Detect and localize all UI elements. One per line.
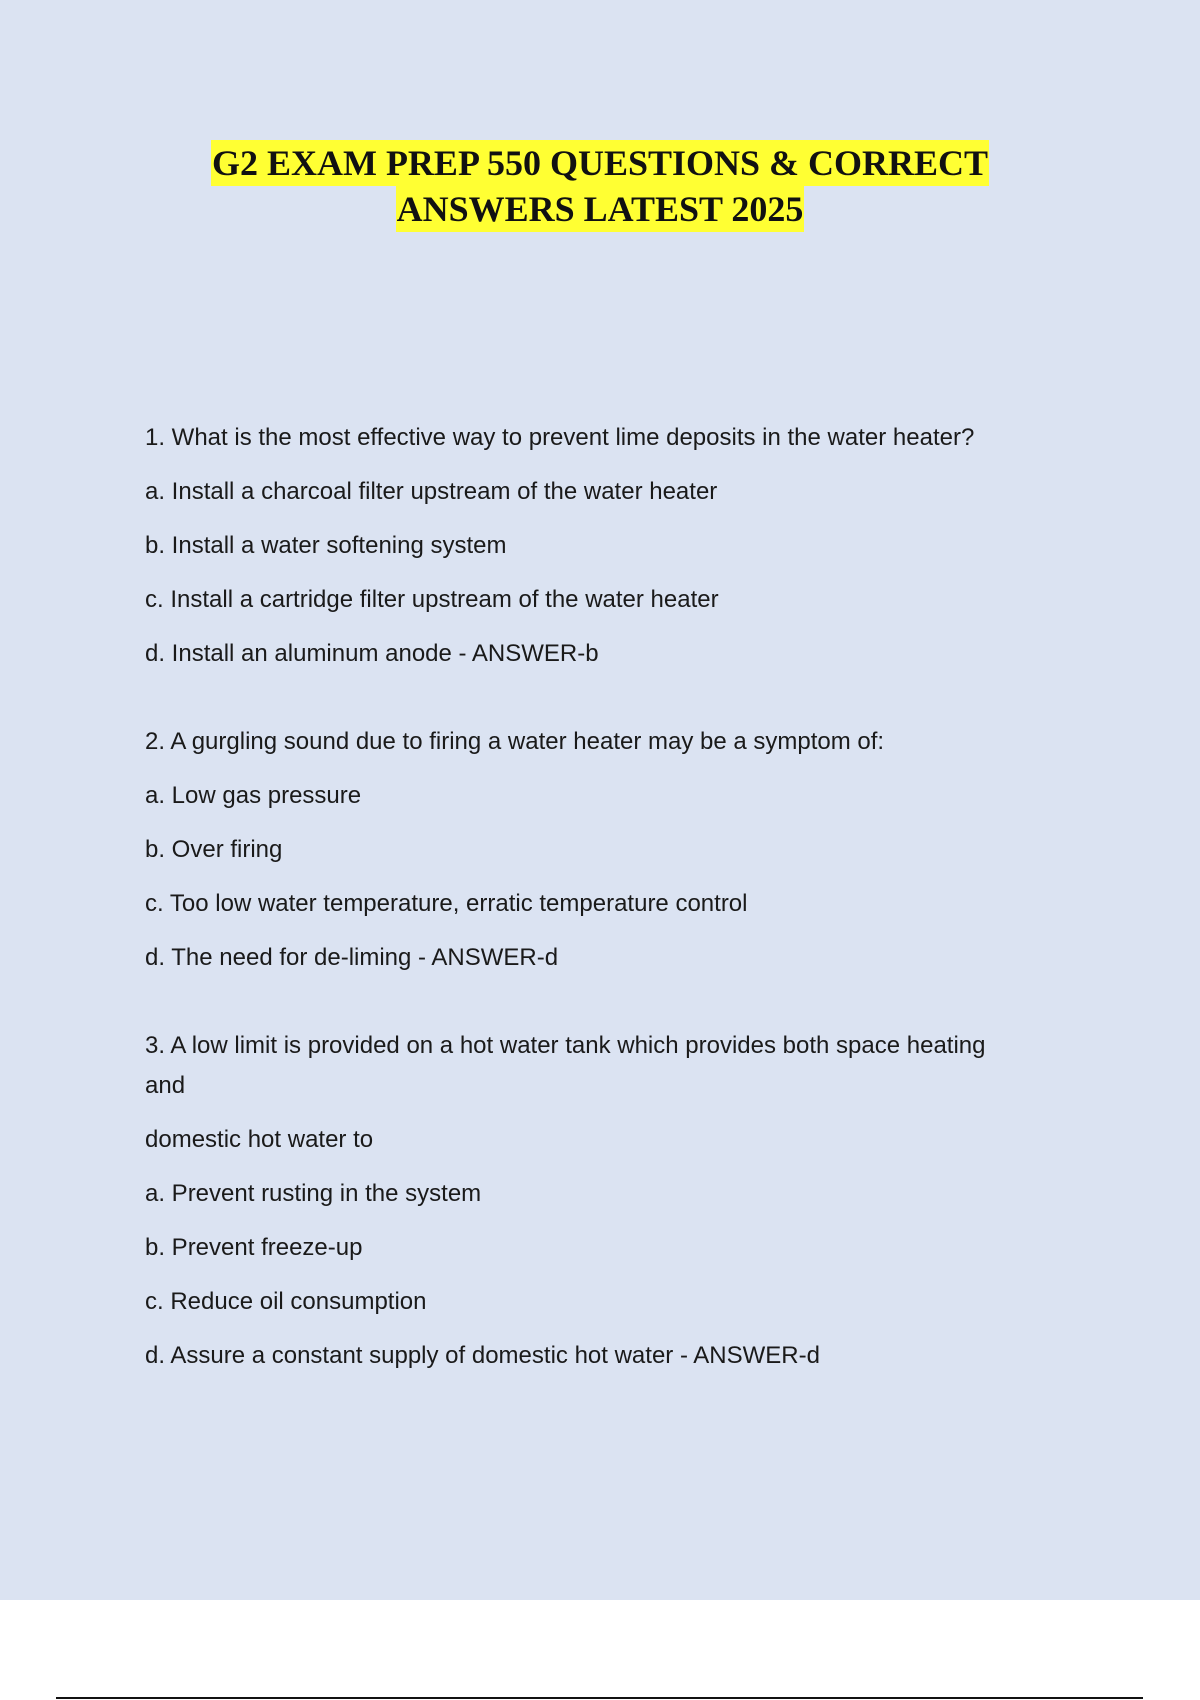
question-2 bbox=[145, 724, 1085, 976]
option-b: b. Prevent freeze-up bbox=[145, 1234, 363, 1261]
option-a: a. Low gas pressure bbox=[145, 782, 362, 809]
question-text-line-3: domestic hot water to bbox=[145, 1126, 374, 1153]
footer-divider bbox=[56, 1697, 1143, 1699]
question-1 bbox=[145, 420, 1085, 672]
option-b: b. Over firing bbox=[145, 836, 283, 863]
title-line-1: G2 EXAM PREP 550 QUESTIONS & CORRECT bbox=[211, 140, 989, 186]
option-b: b. Install a water softening system bbox=[145, 532, 507, 559]
question-text: 1. What is the most effective way to prevent lime deposits in the water heater? bbox=[145, 424, 975, 451]
question-text-line-2: and bbox=[145, 1072, 186, 1099]
option-d-answer: d. Assure a constant supply of domestic hot water - ANSWER-d bbox=[145, 1342, 820, 1369]
title-line-2: ANSWERS LATEST 2025 bbox=[396, 186, 805, 232]
document-title bbox=[0, 140, 1200, 232]
question-3 bbox=[145, 1028, 1085, 1374]
option-c: c. Reduce oil consumption bbox=[145, 1288, 427, 1315]
option-a: a. Install a charcoal filter upstream of the water heater bbox=[145, 478, 718, 505]
question-text: 2. A gurgling sound due to firing a water heater may be a symptom of: bbox=[145, 728, 885, 755]
question-text-line-1: 3. A low limit is provided on a hot water tank which provides both space heating bbox=[145, 1032, 986, 1059]
option-a: a. Prevent rusting in the system bbox=[145, 1180, 482, 1207]
option-c: c. Install a cartridge filter upstream of the water heater bbox=[145, 586, 719, 613]
option-c: c. Too low water temperature, erratic temperature control bbox=[145, 890, 748, 917]
option-d-answer: d. The need for de-liming - ANSWER-d bbox=[145, 944, 559, 971]
question-list bbox=[145, 420, 1085, 1426]
option-d-answer: d. Install an aluminum anode - ANSWER-b bbox=[145, 640, 599, 667]
